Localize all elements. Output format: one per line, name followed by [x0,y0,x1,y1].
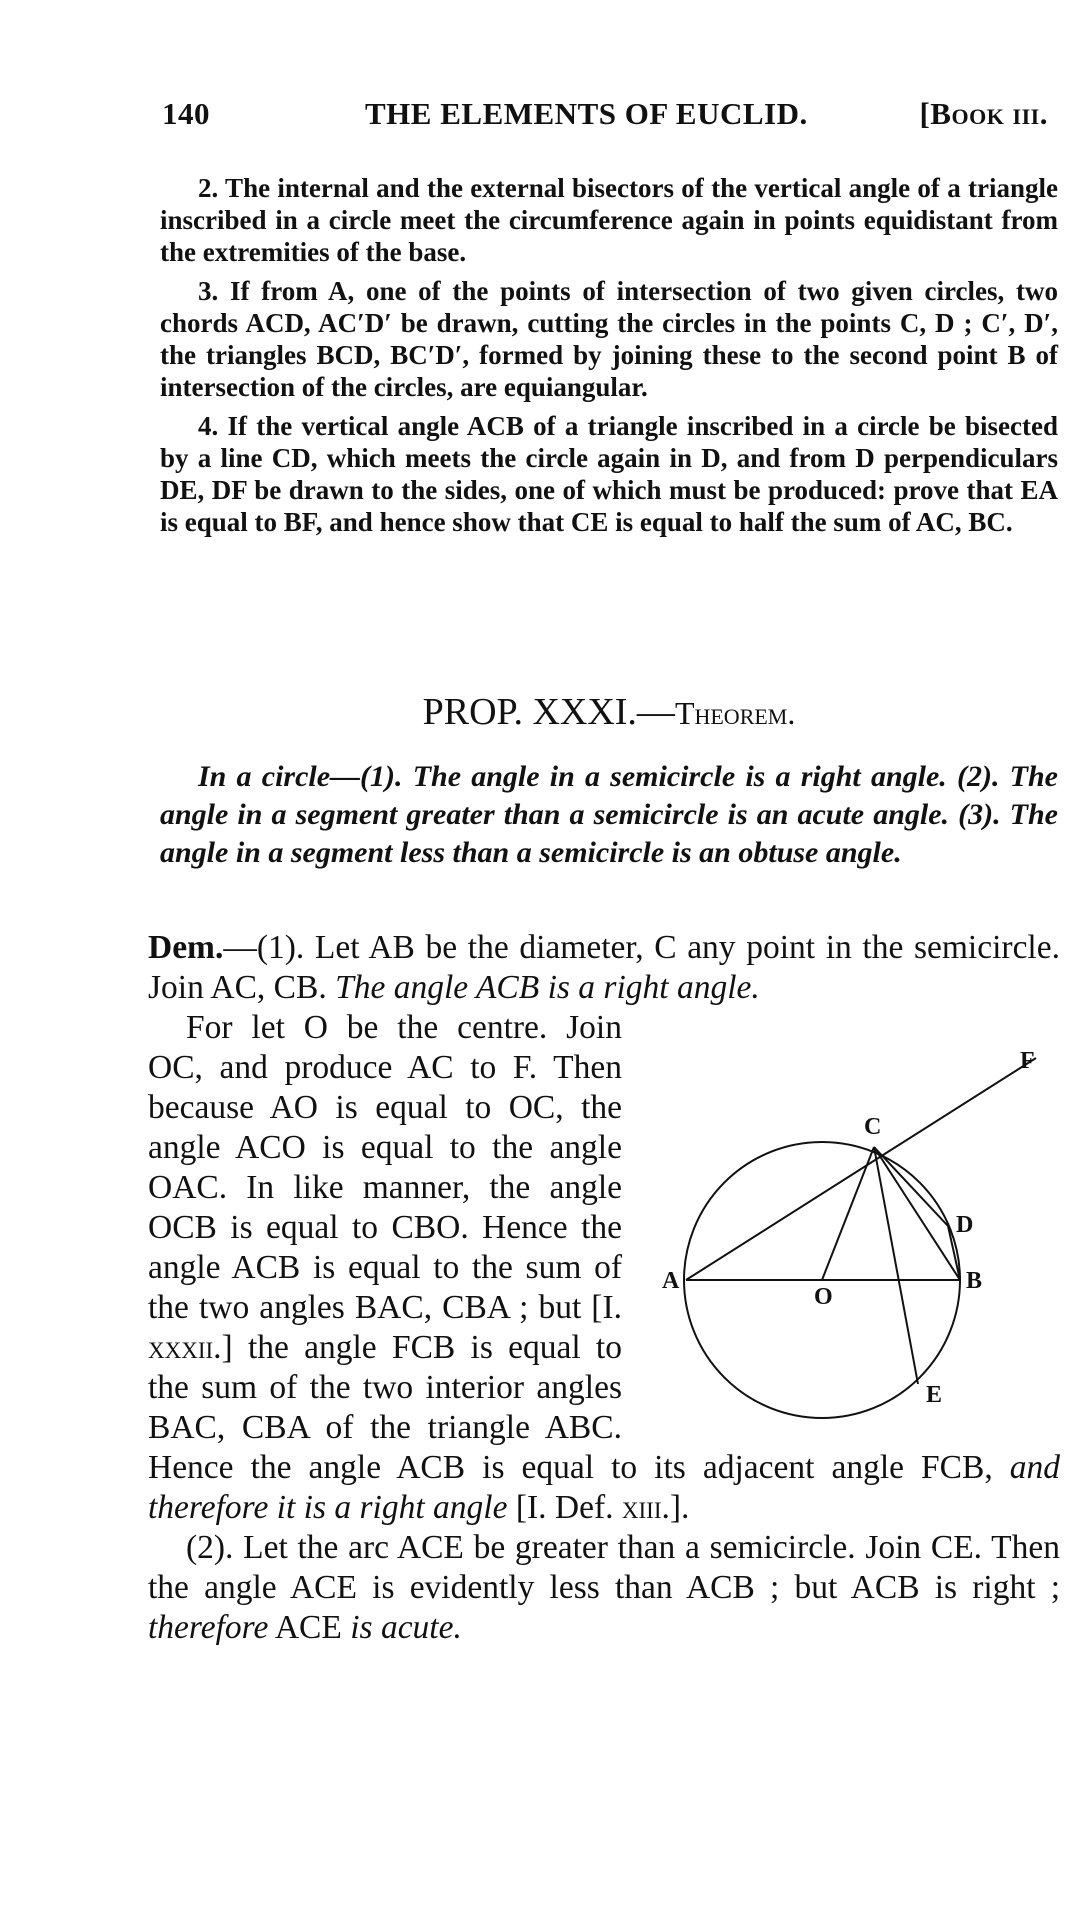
label-a: A [662,1268,680,1294]
proof-italic: is acute. [350,1609,462,1646]
proof-paragraph-1 [148,928,1060,1008]
label-o: O [814,1284,833,1310]
reference-1: xxxii. [148,1329,222,1366]
label-b: B [966,1268,983,1294]
line-cd [874,1147,948,1226]
exercise-3: 3. If from A, one of the points of intersection of two given circles, two chords ACD, AC′D′ be drawn, cutting the circles in the points C, D ; C′, D′, the triangles BCD, BC′D′, formed by joining these to the second point B of intersection of the circles, are equiangular. [160,276,1058,402]
exercises-block [160,172,1058,545]
exercise-2: 2. The internal and the external bisectors of the vertical angle of a triangle inscribed in a circle meet the circumference again in points equidistant from the extremities of the base. [160,173,1058,267]
book-bracket: [ [919,96,931,131]
proof-text: ACE [268,1609,351,1646]
proposition-number: PROP. XXXI.— [422,691,675,733]
proof-text: [I. Def. [507,1489,622,1526]
running-header [160,96,1058,136]
book-indicator [919,96,1048,132]
label-d: D [956,1212,974,1238]
proof-text: (2). Let the arc ACE be greater than a semicircle. Join CE. Then the angle ACE is evidently less than ACB ; but ACB is right ; [148,1529,1060,1606]
proof-italic: and therefore it is a right angle [148,1449,1060,1526]
proof-paragraph-3 [148,1528,1060,1648]
label-e: E [926,1382,943,1408]
book-label: Book iii. [930,96,1048,131]
running-title: THE ELEMENTS OF EUCLID. [365,96,808,131]
proof-text: ] the angle FCB is equal to the sum of the two interior angles BAC, CBA of the triangle ABC. Hence the angle ACB is equal to its adjacent angle FCB, [148,1329,1010,1486]
proof-block [148,928,1060,1648]
proposition-enunciation: In a circle—(1). The angle in a semicircle is a right angle. (2). The angle in a segment greater than a semicircle is an acute angle. (3). The angle in a segment less than a semicircle is an obtuse angle. [160,760,1058,869]
label-f: F [1020,1048,1035,1074]
reference-2: xiii. [621,1489,670,1526]
proof-text: For let O be the centre. Join OC, and produce AC to F. Then because AO is equal to OC, the angle ACO is equal to the angle OAC. In like manner, the angle OCB is equal to CBO. Hence the angle ACB is equal to the sum of the two angles BAC, CBA ; but [I. [148,1009,622,1326]
circle-diagram [628,1038,1060,1448]
proof-italic: therefore [148,1609,269,1646]
exercise-4: 4. If the vertical angle ACB of a triangle inscribed in a circle be bisected by a line CD, which meets the circle again in D, and from D perpendiculars DE, DF be drawn to the sides, one of which must be produced: prove that EA is equal to BF, and hence show that CE is equal to half the sum of AC, BC. [160,411,1058,537]
page-number: 140 [162,96,210,131]
label-c: C [864,1114,882,1140]
proof-text: —(1). Let AB be the diameter, C any point in the semicircle. Join AC, CB. [148,929,1060,1006]
geometry-figure [628,1038,1060,1448]
proposition-heading [160,690,1058,734]
dem-label: Dem. [148,929,224,966]
line-co [822,1147,874,1280]
proof-text: ]. [669,1489,690,1526]
proof-italic: The angle ACB is a right angle. [335,969,760,1006]
proposition-kind: Theorem. [674,695,796,731]
